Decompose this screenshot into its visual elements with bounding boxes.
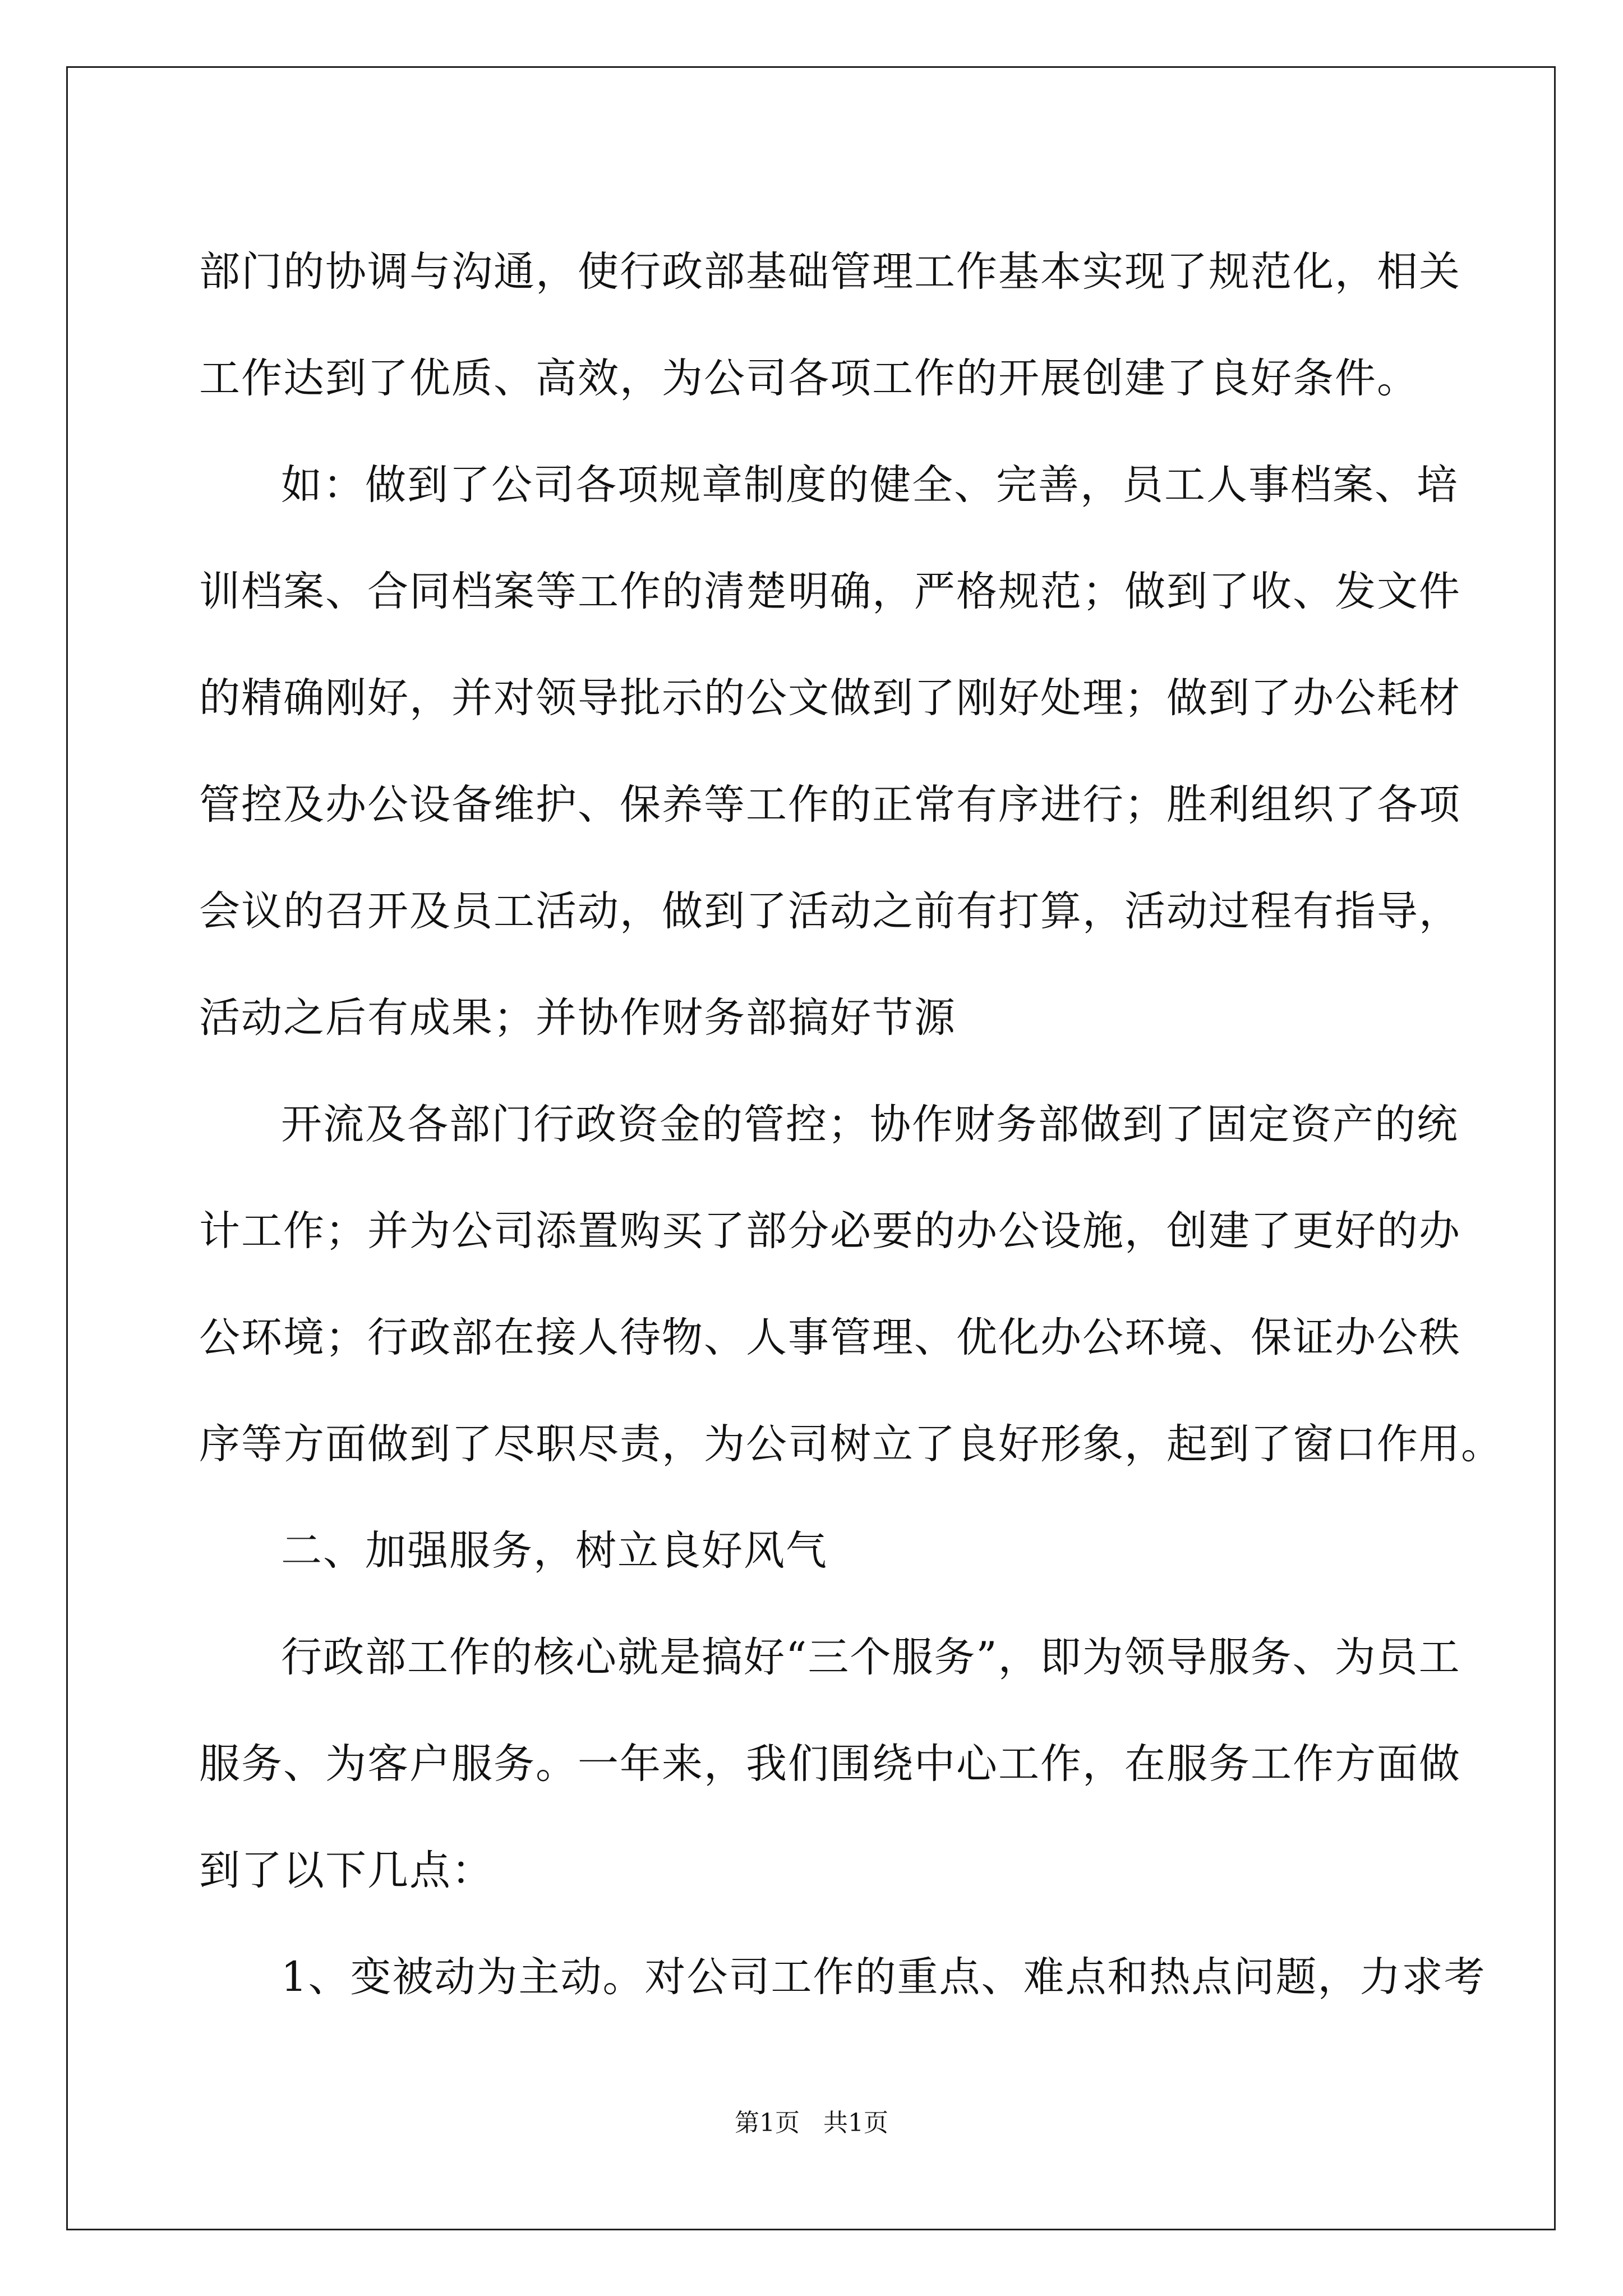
text-line: 计工作；并为公司添置购买了部分必要的办公设施，创建了更好的办 — [199, 1207, 1461, 1255]
page-number-footer: 第1页 共1页 — [735, 2109, 888, 2137]
text-line: 训档案、合同档案等工作的清楚明确，严格规范；做到了收、发文件 — [199, 568, 1461, 615]
document-body — [199, 219, 1503, 2031]
paragraph-start-line: 开流及各部门行政资金的管控；协作财务部做到了固定资产的统 — [281, 1101, 1459, 1148]
text-line: 到了以下几点： — [199, 1847, 494, 1894]
section-heading: 二、加强服务，树立良好风气 — [281, 1527, 828, 1575]
text-line: 活动之后有成果；并协作财务部搞好节源 — [199, 994, 956, 1042]
text-line: 的精确刚好，并对领导批示的公文做到了刚好处理；做到了办公耗材 — [199, 674, 1461, 722]
text-line: 公环境；行政部在接人待物、人事管理、优化办公环境、保证办公秩 — [199, 1314, 1461, 1361]
list-item-start-line: 1、变被动为主动。对公司工作的重点、难点和热点问题，力求考 — [281, 1953, 1486, 2001]
text-line: 服务、为客户服务。一年来，我们围绕中心工作，在服务工作方面做 — [199, 1740, 1461, 1788]
text-line: 部门的协调与沟通，使行政部基础管理工作基本实现了规范化，相关 — [199, 248, 1461, 296]
text-line: 工作达到了优质、高效，为公司各项工作的开展创建了良好条件。 — [199, 355, 1419, 402]
text-line: 序等方面做到了尽职尽责，为公司树立了良好形象，起到了窗口作用。 — [199, 1420, 1503, 1468]
paragraph-start-line: 如：做到了公司各项规章制度的健全、完善，员工人事档案、培 — [281, 461, 1459, 509]
text-line: 管控及办公设备维护、保养等工作的正常有序进行；胜利组织了各项 — [199, 781, 1461, 829]
paragraph-start-line: 行政部工作的核心就是搞好“三个服务”，即为领导服务、为员工 — [281, 1634, 1461, 1681]
text-line: 会议的召开及员工活动，做到了活动之前有打算，活动过程有指导， — [199, 887, 1461, 935]
